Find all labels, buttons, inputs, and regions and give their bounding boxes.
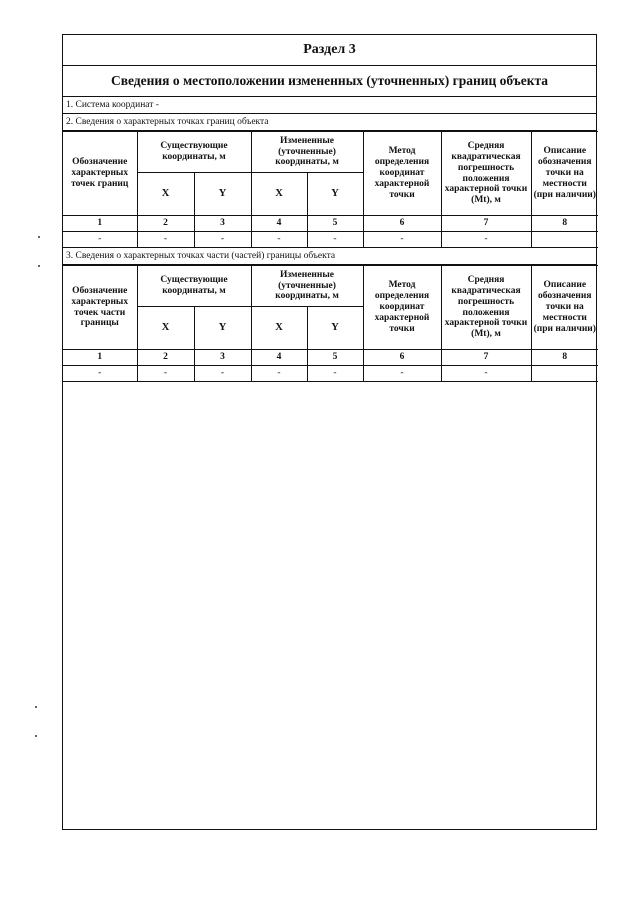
section2-caption: 2. Сведения о характерных точках границ объекта (63, 114, 596, 131)
table-cell: - (307, 366, 363, 382)
scan-speck (35, 735, 37, 737)
column-number: 1 (63, 216, 137, 232)
header-existing-coords: Существующие координаты, м (137, 132, 251, 173)
section3-table (63, 265, 598, 382)
header-error: Средняя квадратическая погрешность положения характерной точки (Mt), м (441, 266, 531, 350)
column-number: 2 (137, 350, 194, 366)
section3-caption: 3. Сведения о характерных точках части (частей) границы объекта (63, 248, 596, 265)
header-error: Средняя квадратическая погрешность положения характерной точки (Mt), м (441, 132, 531, 216)
header-changed-x: X (251, 307, 307, 350)
coord-system-row: 1. Система координат - (63, 97, 596, 114)
table-cell: - (363, 232, 441, 248)
table-cell: - (251, 366, 307, 382)
header-changed-y: Y (307, 307, 363, 350)
column-numbers-row (63, 216, 598, 232)
scan-speck (38, 236, 40, 238)
table-cell: - (441, 232, 531, 248)
header-existing-y: Y (194, 173, 251, 216)
table-cell (531, 232, 598, 248)
column-number: 4 (251, 350, 307, 366)
table-cell: - (137, 232, 194, 248)
section-subtitle: Сведения о местоположении измененных (уточненных) границ объекта (63, 66, 596, 97)
column-number: 3 (194, 350, 251, 366)
header-existing-y: Y (194, 307, 251, 350)
column-number: 1 (63, 350, 137, 366)
column-number: 5 (307, 350, 363, 366)
section2-table (63, 131, 598, 248)
table-cell: - (137, 366, 194, 382)
header-designation: Обозначение характерных точек границ (63, 132, 137, 216)
table-cell: - (441, 366, 531, 382)
table-cell (531, 366, 598, 382)
header-existing-coords: Существующие координаты, м (137, 266, 251, 307)
header-method: Метод определения координат характерной точки (363, 132, 441, 216)
section-title: Раздел 3 (63, 35, 596, 66)
column-number: 8 (531, 350, 598, 366)
document-frame (62, 34, 597, 830)
table-cell: - (194, 366, 251, 382)
header-designation: Обозначение характерных точек части границы (63, 266, 137, 350)
header-existing-x: X (137, 173, 194, 216)
column-number: 8 (531, 216, 598, 232)
table-cell: - (307, 232, 363, 248)
table-cell: - (63, 232, 137, 248)
header-description: Описание обозначения точки на местности (при наличии) (531, 266, 598, 350)
table-cell: - (363, 366, 441, 382)
table-cell: - (63, 366, 137, 382)
column-number: 4 (251, 216, 307, 232)
scan-speck (35, 706, 37, 708)
table-cell: - (251, 232, 307, 248)
header-changed-coords: Измененные (уточненные) координаты, м (251, 132, 363, 173)
header-changed-y: Y (307, 173, 363, 216)
header-method: Метод определения координат характерной точки (363, 266, 441, 350)
header-changed-x: X (251, 173, 307, 216)
header-changed-coords: Измененные (уточненные) координаты, м (251, 266, 363, 307)
column-number: 5 (307, 216, 363, 232)
column-number: 3 (194, 216, 251, 232)
column-number: 2 (137, 216, 194, 232)
table-row (63, 232, 598, 248)
header-existing-x: X (137, 307, 194, 350)
table-cell: - (194, 232, 251, 248)
column-number: 6 (363, 350, 441, 366)
column-numbers-row (63, 350, 598, 366)
column-number: 6 (363, 216, 441, 232)
scan-speck (38, 265, 40, 267)
column-number: 7 (441, 350, 531, 366)
column-number: 7 (441, 216, 531, 232)
header-description: Описание обозначения точки на местности (при наличии) (531, 132, 598, 216)
table-row (63, 366, 598, 382)
